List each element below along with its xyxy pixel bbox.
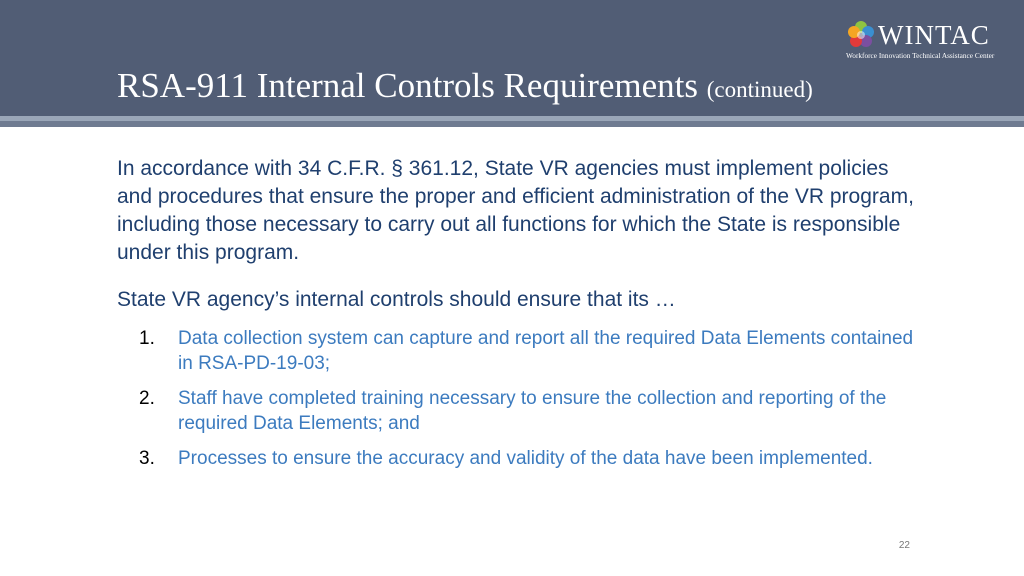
logo-subtitle: Workforce Innovation Technical Assistance Center [846,51,995,60]
list-item-number: 1. [139,328,155,349]
intro-paragraph: In accordance with 34 C.F.R. § 361.12, State VR agencies must implement policies and procedures that ensure the proper and efficient administration of the VR program, including those necessary to carry out all functions for which the State is responsible under this program. [117,157,914,264]
list-item-text: Staff have completed training necessary to ensure the collection and reporting of the required Data Elements; and [178,388,887,434]
wintac-logo-icon [846,20,876,50]
list-lead-in: State VR agency’s internal controls should ensure that its … [117,288,676,311]
header-bar [0,0,1024,116]
slide-title [117,64,813,112]
header-rule-dark [0,121,1024,127]
list-item-number: 2. [139,388,155,409]
list-item [117,326,917,376]
slide-title-main: RSA-911 Internal Controls Requirements [117,66,698,105]
list-item-text: Data collection system can capture and report all the required Data Elements contained in RSA-PD-19-03; [178,328,914,374]
list-item [117,446,917,471]
page-number: 22 [898,540,910,551]
list-item [117,386,917,436]
slide-title-suffix: (continued) [706,77,813,102]
list-item-text: Processes to ensure the accuracy and validity of the data have been implemented. [178,448,873,469]
requirements-list [117,326,917,481]
logo-name: WINTAC [878,20,990,50]
list-item-number: 3. [139,448,155,469]
wintac-logo [846,18,1014,64]
